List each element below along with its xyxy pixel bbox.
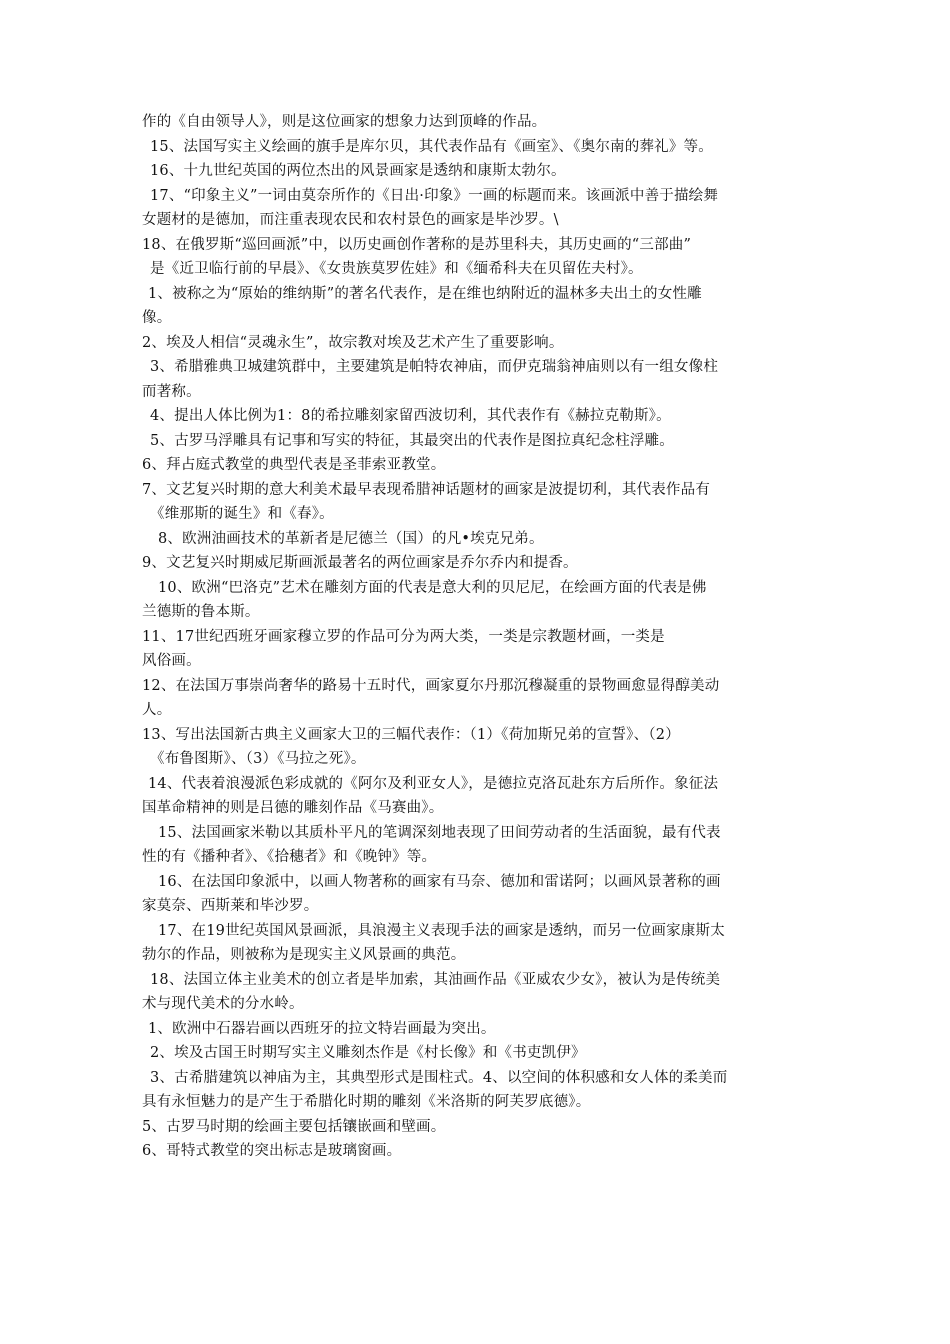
text-line: 18、法国立体主业美术的创立者是毕加索，其油画作品《亚威农少女》，被认为是传统美: [150, 971, 721, 988]
text-line: 3、希腊雅典卫城建筑群中，主要建筑是帕特农神庙，而伊克瑞翁神庙则以有一组女像柱: [150, 359, 719, 375]
text-line: 7、文艺复兴时期的意大利美术最早表现希腊神话题材的画家是波提切利，其代表作品有: [142, 481, 711, 498]
text-line: 9、文艺复兴时期威尼斯画派最著名的两位画家是乔尔乔内和提香。: [142, 555, 578, 571]
text-line: 4、提出人体比例为1：8的希拉雕刻家留西波切利，其代表作有《赫拉克勒斯》。: [150, 408, 671, 424]
text-line: 15、法国写实主义绘画的旗手是库尔贝，其代表作品有《画室》、《奥尔南的葬礼》等。: [150, 138, 713, 155]
text-line: 17、在19世纪英国风景画派，具浪漫主义表现手法的画家是透纳，而另一位画家康斯太: [158, 922, 725, 939]
text-line: 女题材的是德加，而注重表现农民和农村景色的画家是毕沙罗。\: [142, 212, 559, 228]
text-line: 12、在法国万事崇尚奢华的路易十五时代，画家夏尔丹那沉穆凝重的景物画愈显得醇美动: [142, 677, 720, 694]
text-line: 10、欧洲“巴洛克”艺术在雕刻方面的代表是意大利的贝尼尼，在绘画方面的代表是佛: [158, 579, 707, 596]
text-line: 而著称。: [142, 383, 201, 400]
text-line: 5、古罗马时期的绘画主要包括镶嵌画和壁画。: [142, 1118, 446, 1135]
text-line: 作的《自由领导人》，则是这位画家的想象力达到顶峰的作品。: [142, 114, 547, 130]
text-line: 13、写出法国新古典主义画家大卫的三幅代表作：（1）《荷加斯兄弟的宣誓》、（2）: [142, 726, 680, 743]
text-line: 6、拜占庭式教堂的典型代表是圣菲索亚教堂。: [142, 457, 446, 473]
text-line: 18、在俄罗斯“巡回画派”中，以历史画创作著称的是苏里科夫，其历史画的“三部曲”: [142, 236, 692, 253]
text-line: 性的有《播种者》、《拾穗者》和《晚钟》等。: [142, 849, 437, 865]
text-line: 1、欧洲中石器岩画以西班牙的拉文特岩画最为突出。: [148, 1020, 496, 1037]
text-line: 风俗画。: [142, 653, 201, 669]
text-line: 2、埃及人相信“灵魂永生”，故宗教对埃及艺术产生了重要影响。: [142, 334, 564, 351]
text-line: 是《近卫临行前的早晨》、《女贵族莫罗佐娃》和《缅希科夫在贝留佐夫村》。: [150, 261, 643, 277]
text-line: 1、被称之为“原始的维纳斯”的著名代表作，是在维也纳附近的温林多夫出土的女性雕: [148, 285, 702, 302]
text-line: 15、法国画家米勒以其质朴平凡的笔调深刻地表现了田间劳动者的生活面貌，最有代表: [158, 824, 721, 841]
text-line: 勃尔的作品，则被称为是现实主义风景画的典范。: [142, 947, 466, 963]
text-line: 6、哥特式教堂的突出标志是玻璃窗画。: [142, 1143, 402, 1159]
text-line: 具有永恒魅力的是产生于希腊化时期的雕刻《米洛斯的阿芙罗底德》。: [142, 1094, 591, 1110]
text-line: 5、古罗马浮雕具有记事和写实的特征，其最突出的代表作是图拉真纪念柱浮雕。: [150, 432, 674, 449]
text-line: 国革命精神的则是吕德的雕刻作品《马赛曲》。: [142, 800, 444, 816]
text-line: 17、“印象主义”一词由莫奈所作的《日出·印象》一画的标题而来。该画派中善于描绘舞: [150, 187, 719, 204]
text-line: 家莫奈、西斯莱和毕沙罗。: [142, 898, 319, 914]
text-line: 人。: [142, 702, 172, 718]
text-line: 8、欧洲油画技术的革新者是尼德兰（国）的凡•埃克兄弟。: [158, 530, 544, 547]
text-line: 16、在法国印象派中，以画人物著称的画家有马奈、德加和雷诺阿；以画风景著称的画: [158, 873, 721, 890]
text-line: 11、17世纪西班牙画家穆立罗的作品可分为两大类，一类是宗教题材画，一类是: [142, 628, 665, 645]
text-line: 2、埃及古国王时期写实主义雕刻杰作是《村长像》和《书吏凯伊》: [150, 1045, 586, 1061]
text-line: 《维那斯的诞生》和《春》。: [150, 506, 334, 522]
text-line: 像。: [142, 310, 172, 326]
text-line: 术与现代美术的分水岭。: [142, 996, 304, 1012]
text-line: 16、十九世纪英国的两位杰出的风景画家是透纳和康斯太勃尔。: [150, 163, 566, 179]
text-line: 3、古希腊建筑以神庙为主，其典型形式是围柱式。4、以空间的体积感和女人体的柔美而: [150, 1069, 728, 1086]
text-line: 兰德斯的鲁本斯。: [142, 604, 260, 620]
text-line: 14、代表着浪漫派色彩成就的《阿尔及利亚女人》，是德拉克洛瓦赴东方后所作。象征法: [148, 775, 719, 792]
text-line: 《布鲁图斯》、（3）《马拉之死》。: [150, 751, 366, 767]
document-body: [142, 110, 822, 1164]
